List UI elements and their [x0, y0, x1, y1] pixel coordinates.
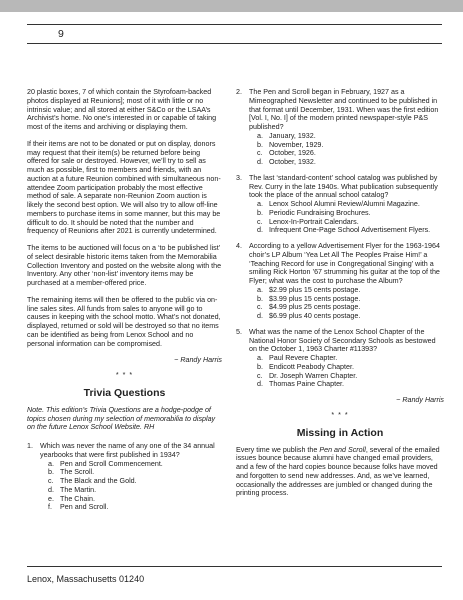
answer-option — [249, 380, 444, 389]
right-column — [236, 88, 444, 506]
option-text: Thomas Paine Chapter. — [269, 380, 345, 389]
answer-option — [40, 468, 222, 477]
option-text: Endicott Peabody Chapter. — [269, 362, 354, 371]
option-text: $4.99 plus 25 cents postage. — [269, 303, 361, 312]
answer-option — [249, 363, 444, 372]
answer-option — [249, 312, 444, 321]
top-gray-bar — [0, 0, 463, 12]
option-letter: a. — [257, 354, 263, 362]
left-column — [27, 88, 222, 519]
question-text: According to a yellow Advertisement Flyer for the 1963-1964 choir’s LP Album ‘Yea Let All The Peoples Praise Him!’ a ‘Teaching Record for use in Congregational Singing’ with a smiling Rick Horton ’67 strumming his guitar at the top of the Flyer; what was the cost to purchase the Album? — [249, 242, 440, 285]
option-text: The Chain. — [60, 494, 95, 503]
question-4 — [236, 242, 444, 321]
option-letter: c. — [257, 217, 263, 226]
option-text: Infrequent One-Page School Advertisement Flyers. — [269, 226, 431, 235]
question-number: 2. — [236, 88, 242, 96]
question-number: 3. — [236, 173, 242, 182]
question-body — [249, 174, 444, 235]
answer-option — [249, 226, 444, 235]
paragraph: 20 plastic boxes, 7 of which contain the Styrofoam-backed photos displayed at Reunions]; most of it with little or no intrinsic value; and all stored at either S&Co or the LSAA’s Archivist’s home. No one’s interested in or capable of taking most of the items and archiving or displaying them. — [27, 88, 217, 131]
option-text: January, 1932. — [269, 131, 316, 140]
answer-option — [249, 141, 444, 150]
question-body — [249, 242, 444, 321]
question-number: 1. — [27, 442, 33, 450]
body-text: Every time we publish the — [236, 445, 320, 454]
option-letter: d. — [48, 485, 54, 494]
header-rule-top — [27, 24, 442, 25]
answer-option — [249, 149, 444, 158]
question-3 — [236, 174, 444, 235]
option-letter: c. — [48, 477, 54, 485]
option-text: November, 1929. — [269, 140, 324, 149]
option-text: Dr. Joseph Warren Chapter. — [269, 371, 358, 380]
paragraph: If their items are not to be donated or put on display, donors may request that their item(s) be returned before being offered for sale or destroyed. However, we’ll try to sell as much as possible, first to members and friends, with an auction at a future Reunion combined with simultaneous non-attendee Zoom participation probably the most effective method of sale. A separate non-Reunion Zoom auction is likely the second best option. We will also try to allow off-line members to purchase items in some manner, but this may be difficult to do. It should be noted that the number and frequency of Reunions after 2021 is currently undetermined. — [27, 139, 221, 236]
option-text: Pen and Scroll. — [60, 503, 109, 512]
header-rule-bottom — [27, 43, 442, 44]
trivia-note: Note. This edition’s Trivia Questions are a hodge-podge of topics chosen during my selection of memorabilia to display on the future Lenox School Website. RH — [27, 405, 216, 432]
option-text: Lenox-In-Portrait Calendars. — [269, 217, 359, 226]
missing-in-action-heading: Missing in Action — [296, 426, 384, 439]
option-letter: a. — [257, 200, 263, 208]
question-text: Which was never the name of any one of the 34 annual yearbooks that were first published in 1934? — [40, 442, 215, 459]
option-letter: d. — [257, 158, 263, 166]
question-body — [40, 442, 222, 512]
option-letter: d. — [257, 226, 263, 235]
answer-option — [249, 303, 444, 312]
option-letter: a. — [257, 131, 263, 140]
option-text: $6.99 plus 40 cents postage. — [269, 312, 361, 320]
body-text: , several of the emailed issues bounce because alumni have changed email providers, and a few of the hard copies bounce because folks have moved and forgotten to send new addresses. And, as we’ve learned, occasionally the addresses are jumbled or changed during the printing process. — [236, 445, 440, 498]
section-separator: * * * — [331, 410, 349, 419]
footer-location: Lenox, Massachusetts 01240 — [27, 574, 145, 584]
option-letter: e. — [48, 494, 54, 503]
missing-in-action-body — [236, 446, 444, 499]
option-text: $2.99 plus 15 cents postage. — [269, 285, 361, 294]
author-signature: ~ Randy Harris — [174, 356, 222, 365]
question-2 — [236, 88, 444, 167]
question-number: 4. — [236, 242, 242, 250]
paragraph: The items to be auctioned will focus on a ‘to be published list’ of select desirable historic items taken from the Memorabilia Collection Inventory and posted on the website along with the Inventory. Any other ‘non-list’ inventory items may be purchased at a member-offered price. — [27, 244, 222, 287]
option-text: Periodic Fundraising Brochures. — [269, 208, 371, 217]
option-letter: c. — [257, 303, 263, 312]
option-letter: c. — [257, 371, 263, 380]
author-signature: ~ Randy Harris — [396, 396, 444, 404]
answer-option — [249, 218, 444, 227]
page-number: 9 — [58, 28, 64, 40]
option-letter: a. — [257, 285, 263, 294]
publication-title: Pen and Scroll — [319, 445, 366, 454]
question-number: 5. — [236, 327, 242, 336]
question-text: What was the name of the Lenox School Chapter of the National Honor Society of Secondary Schools as bestowed on the October 1, 1963 Charter #11393? — [249, 327, 436, 354]
answer-option — [249, 209, 444, 218]
option-text: The Black and the Gold. — [60, 477, 137, 485]
option-text: Lenox School Alumni Review/Alumni Magazine. — [269, 200, 420, 208]
option-letter: c. — [257, 149, 263, 158]
answer-option — [249, 354, 444, 363]
question-1 — [27, 442, 222, 512]
answer-option — [249, 158, 444, 167]
option-text: October, 1926. — [269, 149, 316, 158]
option-letter: b. — [257, 362, 263, 371]
option-letter: b. — [48, 468, 54, 477]
answer-option — [40, 460, 222, 469]
option-letter: b. — [257, 208, 263, 217]
option-text: October, 1932. — [269, 158, 316, 166]
question-5 — [236, 328, 444, 389]
trivia-heading: Trivia Questions — [83, 386, 166, 399]
option-text: Paul Revere Chapter. — [269, 354, 338, 362]
answer-option — [249, 286, 444, 295]
question-text: The Pen and Scroll began in February, 1927 as a Mimeographed Newsletter and continued to be published in that format until December, 1931. When was the first edition [Vol. I, No. I] of the modern printed newspaper-style P&S published? — [249, 88, 439, 131]
answer-option — [40, 477, 222, 486]
section-separator: * * * — [115, 371, 134, 379]
answer-option — [40, 495, 222, 504]
option-letter: d. — [257, 380, 263, 389]
answer-option — [249, 372, 444, 381]
answer-option — [40, 486, 222, 495]
paragraph: The remaining items will then be offered to the public via on-line sales sites. All funds from sales to anyone will go to causes in keeping with the school motto. What’s not donated, displayed, returned or sold will be destroyed so that no items can be identified as being from Lenox School and no personal information can be compromised. — [27, 295, 221, 348]
option-letter: d. — [257, 312, 263, 320]
option-text: The Martin. — [60, 485, 97, 494]
answer-option — [249, 200, 444, 209]
question-text: The last ‘standard-content’ school catalog was published by Rev. Curry in the late 1940s. What publication subsequently took the place of the annual school catalog? — [249, 173, 438, 200]
answer-option — [249, 132, 444, 141]
question-body — [249, 88, 444, 167]
footer-rule — [27, 566, 442, 567]
option-letter: b. — [257, 294, 263, 303]
option-text: The Scroll. — [60, 468, 95, 477]
question-body — [249, 328, 444, 389]
option-letter: b. — [257, 140, 263, 149]
option-text: Pen and Scroll Commencement. — [60, 459, 163, 468]
option-letter: f. — [48, 503, 52, 512]
answer-option — [40, 503, 222, 512]
option-letter: a. — [48, 459, 54, 468]
answer-option — [249, 295, 444, 304]
option-text: $3.99 plus 15 cents postage. — [269, 294, 361, 303]
